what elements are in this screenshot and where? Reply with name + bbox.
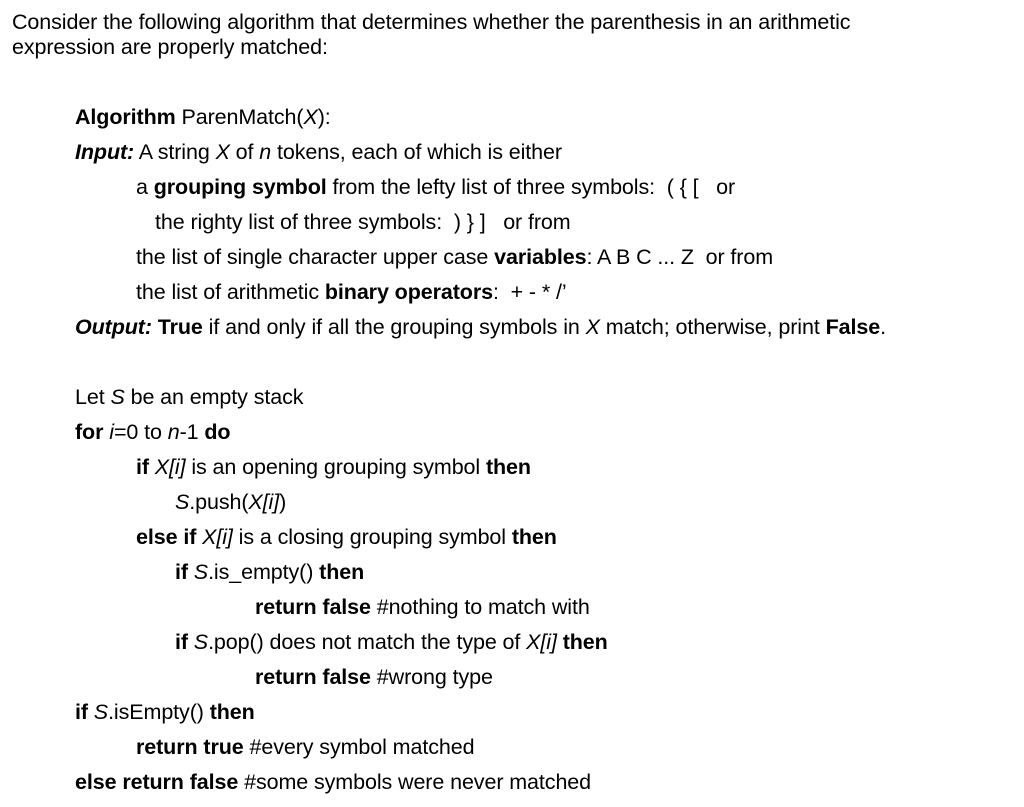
code-keyword: then <box>319 560 365 584</box>
code-keyword: if <box>75 700 88 724</box>
code-text: be an empty stack <box>124 385 304 409</box>
code-var: X[i] <box>148 455 186 479</box>
input-var-x: X <box>215 140 230 164</box>
input-operators-line <box>136 277 567 307</box>
code-keyword: then <box>485 455 531 479</box>
code-comment: #wrong type <box>370 665 493 689</box>
code-text: .is_empty() <box>208 560 320 584</box>
input-righty-line: the righty list of three symbols: ) } ] or from <box>155 210 571 234</box>
code-line-12 <box>75 767 591 797</box>
output-text-2: match; otherwise, print <box>599 315 826 339</box>
code-var: S <box>110 385 125 409</box>
input-variables-line <box>136 242 773 272</box>
code-keyword: if <box>175 630 188 654</box>
code-keyword: do <box>204 420 231 444</box>
code-line-5 <box>136 522 557 552</box>
code-keyword: return false <box>255 595 371 619</box>
code-line-11 <box>136 732 474 762</box>
code-keyword: else return false <box>75 770 239 794</box>
grouping-rest: from the lefty list of three symbols: ( { [ or <box>326 175 736 199</box>
code-keyword: return false <box>255 665 371 689</box>
code-text: is an opening grouping symbol <box>185 455 486 479</box>
input-grouping-line <box>136 172 735 202</box>
code-keyword: return true <box>136 735 244 759</box>
code-var: X[i] <box>248 490 280 514</box>
output-line <box>75 312 886 342</box>
code-keyword: if <box>175 560 188 584</box>
code-comment: #every symbol matched <box>243 735 475 759</box>
variables-term: variables <box>494 245 587 269</box>
code-keyword: then <box>511 525 557 549</box>
output-text-1: if and only if all the grouping symbols in <box>202 315 586 339</box>
code-var: i <box>103 420 114 444</box>
code-text: =0 to <box>113 420 168 444</box>
grouping-prefix: a <box>136 175 154 199</box>
code-keyword: then <box>556 630 608 654</box>
code-line-6 <box>175 557 364 587</box>
code-var: S <box>87 700 109 724</box>
code-var: S <box>187 630 209 654</box>
code-var: n <box>167 420 180 444</box>
algorithm-name: ParenMatch( <box>181 105 304 129</box>
code-line-9 <box>255 662 493 692</box>
grouping-term: grouping symbol <box>153 175 327 199</box>
output-var-x: X <box>585 315 600 339</box>
operators-rest: : + - * /’ <box>492 280 567 304</box>
output-dot: . <box>880 315 886 339</box>
code-line-4 <box>175 487 286 517</box>
input-text-3: tokens, each of which is either <box>271 140 562 164</box>
code-var: X[i] <box>196 525 233 549</box>
code-var: S <box>187 560 209 584</box>
code-var: X[i] <box>526 630 557 654</box>
code-keyword: if <box>136 455 149 479</box>
variables-rest: : A B C ... Z or from <box>586 245 774 269</box>
algorithm-param: X <box>303 105 318 129</box>
algorithm-header <box>75 102 331 132</box>
code-line-8 <box>175 627 608 657</box>
code-text: .pop() does not match the type of <box>208 630 527 654</box>
algorithm-keyword: Algorithm <box>75 105 176 129</box>
output-false: False <box>825 315 881 339</box>
code-line-2 <box>75 417 230 447</box>
input-text-1: A string <box>134 140 216 164</box>
intro-paragraph <box>12 10 1012 60</box>
output-label: Output: <box>75 315 152 339</box>
algorithm-header-close: ): <box>317 105 331 129</box>
code-text: .isEmpty() <box>108 700 210 724</box>
code-line-7 <box>255 592 590 622</box>
code-line-1 <box>75 382 303 412</box>
code-text: Let <box>75 385 111 409</box>
code-text: -1 <box>179 420 205 444</box>
input-line <box>75 137 562 167</box>
code-text: .push( <box>189 490 249 514</box>
input-text-2: of <box>229 140 260 164</box>
code-text: ) <box>279 490 287 514</box>
code-line-3 <box>136 452 531 482</box>
variables-prefix: the list of single character upper case <box>136 245 495 269</box>
intro-line-1: Consider the following algorithm that determines whether the parenthesis in an arithmetic <box>12 10 851 34</box>
code-keyword: then <box>209 700 255 724</box>
code-keyword: for <box>75 420 104 444</box>
input-label: Input: <box>75 140 135 164</box>
output-true: True <box>151 315 203 339</box>
code-comment: #some symbols were never matched <box>238 770 592 794</box>
intro-line-2: expression are properly matched: <box>12 35 328 59</box>
code-comment: #nothing to match with <box>370 595 590 619</box>
code-text: is a closing grouping symbol <box>232 525 512 549</box>
input-var-n: n <box>259 140 272 164</box>
code-keyword: else if <box>136 525 197 549</box>
code-var: S <box>175 490 190 514</box>
operators-prefix: the list of arithmetic <box>136 280 325 304</box>
code-line-10 <box>75 697 255 727</box>
operators-term: binary operators <box>324 280 493 304</box>
